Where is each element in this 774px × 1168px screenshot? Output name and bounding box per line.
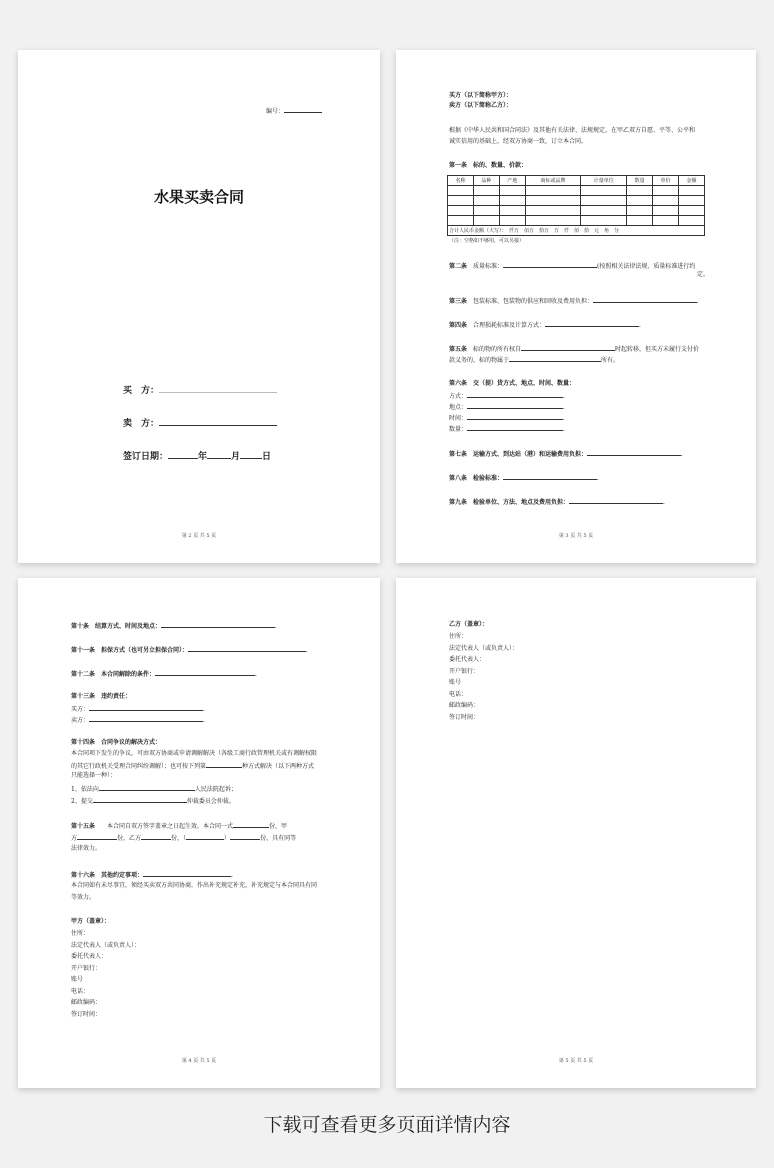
serial-number — [266, 106, 322, 115]
intro-line-2: 诚实信用的基础上，经双方协商一致，订立本合同。 — [449, 138, 588, 145]
article-15-label: 第十五条 — [71, 823, 96, 830]
sign-date-field — [123, 449, 271, 462]
article-4-label: 第四条 — [449, 322, 468, 329]
contract-page-terms-1 — [396, 50, 756, 563]
article-14-line-2 — [71, 761, 314, 771]
article-15-l2a: 方 — [71, 835, 78, 842]
serial-label: 编号： — [266, 108, 285, 115]
delivery-quantity-label: 数量： — [449, 426, 468, 433]
party-info-item: 开户银行： — [449, 667, 480, 675]
party-info-item: 电话： — [449, 690, 468, 698]
delivery-place-label: 地点： — [449, 404, 468, 411]
party-a-line: 买方（以下简称甲方）： — [449, 92, 513, 99]
article-5-text: 标的物的所有权自 — [473, 346, 522, 353]
table-header-cell: 产地 — [499, 176, 525, 186]
article-9: 第九条 检验单位、方法、地点及费用负担： . — [449, 499, 665, 506]
article-6-heading: 第六条 交（提）货方式、地点、时间、数量： — [449, 380, 576, 387]
table-row — [448, 196, 705, 206]
table-row — [448, 206, 705, 216]
sign-date-label: 签订日期： — [123, 452, 169, 462]
article-6-item: 数量： . — [449, 426, 565, 433]
page-number: 第 5 页 共 5 页 — [558, 1058, 594, 1064]
table-header-cell: 品种 — [473, 176, 499, 186]
article-15-l2b: 份，乙方 — [117, 835, 142, 842]
party-info-item: 账号 — [71, 976, 84, 983]
table-header-cell: 商标或品牌 — [525, 176, 581, 186]
article-2-tail: (按照相关法律法规、质量标准进行约 — [597, 263, 696, 270]
party-info-item: 住所： — [71, 930, 90, 937]
seller-field — [123, 416, 277, 429]
party-info-item: 委托代表人： — [449, 656, 486, 663]
party-b-seal: 乙方（盖章）： — [449, 621, 489, 628]
party-info-item: 邮政编码： — [449, 702, 480, 709]
article-5-tail: 时起转移，但买方未履行支付价 — [615, 346, 700, 353]
article-10-label: 第十条 结算方式、时间及地点： — [71, 623, 162, 630]
article-5-line2-tail: 所有。 — [601, 357, 620, 364]
table-header-cell: 单价 — [653, 176, 679, 186]
article-12: 第十二条 本合同解除的条件： . — [71, 671, 257, 678]
article-3-text: 包装标准、包装物的供应和回收及费用负担： — [473, 298, 594, 305]
article-6-item: 方式： . — [449, 393, 565, 400]
goods-table-header — [448, 176, 705, 186]
article-5-line-2 — [449, 355, 619, 365]
intro-line-1: 根据《中华人民共和国合同法》及其他有关法律、法规规定，在甲乙双方自愿、平等、公平和 — [449, 127, 696, 134]
article-9-label: 第九条 检验单位、方法、地点及费用负担： — [449, 499, 570, 506]
table-total: 合计人民币金额（大写）： 仟万 佰万 拾万 万 仟 佰 拾 元 角 分 — [448, 226, 705, 236]
party-info-item: 电话： — [71, 987, 90, 995]
delivery-method-label: 方式： — [449, 393, 468, 400]
year-label: 年 — [198, 452, 208, 462]
article-13-buyer-label: 买方： — [71, 706, 90, 713]
goods-table — [447, 175, 705, 236]
article-13-buyer: 买方： . — [71, 706, 205, 713]
contract-title: 水果买卖合同 — [153, 188, 244, 206]
article-14-option2-tail: 仲裁委员会仲裁。 — [186, 798, 235, 805]
buyer-field — [123, 383, 277, 396]
article-14-option1-text: 1、依法向 — [71, 786, 99, 793]
article-15-l2c: 份，（ — [171, 835, 187, 842]
article-5-line2-text: 款义务的，标的物属于 — [449, 357, 510, 364]
table-header-cell: 计量单位 — [581, 176, 627, 186]
party-info-item: 住所： — [449, 633, 468, 640]
party-info-item: 委托代表人： — [71, 953, 108, 960]
contract-page-terms-2 — [18, 578, 380, 1088]
contract-page-cover — [18, 50, 380, 563]
page-number: 第 2 页 共 5 页 — [181, 533, 217, 539]
article-16-line-2: 等效力。 — [71, 894, 96, 901]
article-15-line-3: 法律效力。 — [71, 845, 102, 852]
article-14-line2-tail: 种方式解决（以下两种方式 — [242, 763, 315, 770]
article-15-l2e: 份，具有同等 — [260, 835, 297, 842]
article-12-label: 第十二条 本合同解除的条件： — [71, 671, 156, 678]
seller-label: 卖 方： — [123, 419, 160, 429]
page-number: 第 3 页 共 5 页 — [558, 533, 594, 539]
article-15-line1-tail: 份，甲 — [269, 823, 288, 830]
article-2-tail-2: 定。 — [697, 271, 710, 278]
article-14-option2-text: 2、提交 — [71, 798, 93, 805]
article-2 — [449, 261, 695, 271]
article-3-label: 第三条 — [449, 298, 468, 305]
article-5 — [449, 344, 699, 354]
article-6-item: 地点： . — [449, 404, 565, 411]
article-14-option-1 — [71, 784, 237, 794]
buyer-label: 买 方： — [123, 386, 160, 396]
table-header-cell: 金额 — [678, 176, 704, 186]
article-2-text: 质量标准： — [473, 263, 504, 270]
article-14-heading: 第十四条 合同争议的解决方式： — [71, 739, 162, 746]
article-7: 第七条 运输方式、到达站（港）和运输费用负担： . — [449, 451, 683, 458]
article-5-label: 第五条 — [449, 346, 468, 353]
article-14-line-1: 本合同项下发生的争议，可由双方协商或申请调解解决（各级工商行政管理机关或有调解权限 — [71, 750, 318, 757]
article-16: 第十六条 其他约定事项： . — [71, 872, 233, 879]
article-4: 第四条 合理损耗标准及计算方式： . — [449, 322, 641, 329]
article-4-text: 合理损耗标准及计算方式： — [473, 322, 546, 329]
party-info-item: 法定代表人（或负责人）： — [71, 941, 141, 949]
party-a-seal: 甲方（盖章）： — [71, 918, 111, 925]
month-label: 月 — [231, 452, 241, 462]
party-info-item: 开户银行： — [71, 964, 102, 972]
party-b-line: 卖方（以下简称乙方）： — [449, 102, 513, 109]
delivery-time-label: 时间： — [449, 415, 468, 422]
article-15-line1-text: 本合同自双方签字盖章之日起生效。本合同一式 — [107, 823, 234, 830]
article-10: 第十条 结算方式、时间及地点： . — [71, 623, 277, 630]
party-info-item: 邮政编码： — [71, 999, 102, 1006]
contract-page-signatures — [396, 578, 756, 1088]
article-3: 第三条 包装标准、包装物的供应和回收及费用负担： . — [449, 298, 699, 305]
article-7-label: 第七条 运输方式、到达站（港）和运输费用负担： — [449, 451, 588, 458]
party-info-item: 签订时间： — [449, 713, 480, 721]
article-1-heading: 第一条 标的、数量、价款： — [449, 162, 528, 169]
table-header-cell: 数量 — [627, 176, 653, 186]
article-11: 第十一条 担保方式（也可另立担保合同）： . — [71, 647, 308, 654]
table-row — [448, 216, 705, 226]
article-15-line-2 — [71, 833, 296, 843]
article-8-label: 第八条 检验标准： — [449, 475, 504, 482]
party-info-item: 法定代表人（或负责人）： — [449, 644, 519, 652]
article-14-option-2 — [71, 796, 235, 806]
article-15-l2d: ） — [224, 835, 231, 842]
page-number: 第 4 页 共 5 页 — [181, 1058, 217, 1064]
article-8: 第八条 检验标准： . — [449, 475, 599, 482]
table-note: （注：空格如不够用，可以另接） — [449, 238, 525, 244]
article-6-item: 时间： . — [449, 415, 565, 422]
article-13-seller: 卖方： . — [71, 717, 205, 724]
party-info-item: 签订时间： — [71, 1010, 102, 1018]
day-label: 日 — [262, 452, 272, 462]
article-13-seller-label: 卖方： — [71, 717, 90, 724]
article-14-line-3: 只能选择一种）： — [71, 772, 117, 779]
article-16-label: 第十六条 其他约定事项： — [71, 872, 144, 879]
article-14-option1-tail: 人民法院起诉； — [194, 786, 237, 793]
download-more-caption: 下载可查看更多页面详情内容 — [263, 1114, 511, 1136]
table-row — [448, 186, 705, 196]
party-info-item: 账号 — [449, 679, 462, 686]
table-total-row — [448, 226, 705, 236]
article-11-label: 第十一条 担保方式（也可另立担保合同）： — [71, 647, 189, 654]
article-13-heading: 第十三条 违约责任： — [71, 693, 132, 700]
article-2-label: 第二条 — [449, 263, 468, 270]
table-header-cell: 名称 — [448, 176, 474, 186]
article-15-line-1 — [71, 821, 287, 831]
article-16-line-1: 本合同如有未尽事宜，须经买卖双方共同协商，作出补充规定补充，补充规定与本合同具有同 — [71, 882, 318, 889]
article-14-line2-text: 的其它行政机关受理合同纠纷调解）；也可按下列第 — [71, 763, 207, 770]
